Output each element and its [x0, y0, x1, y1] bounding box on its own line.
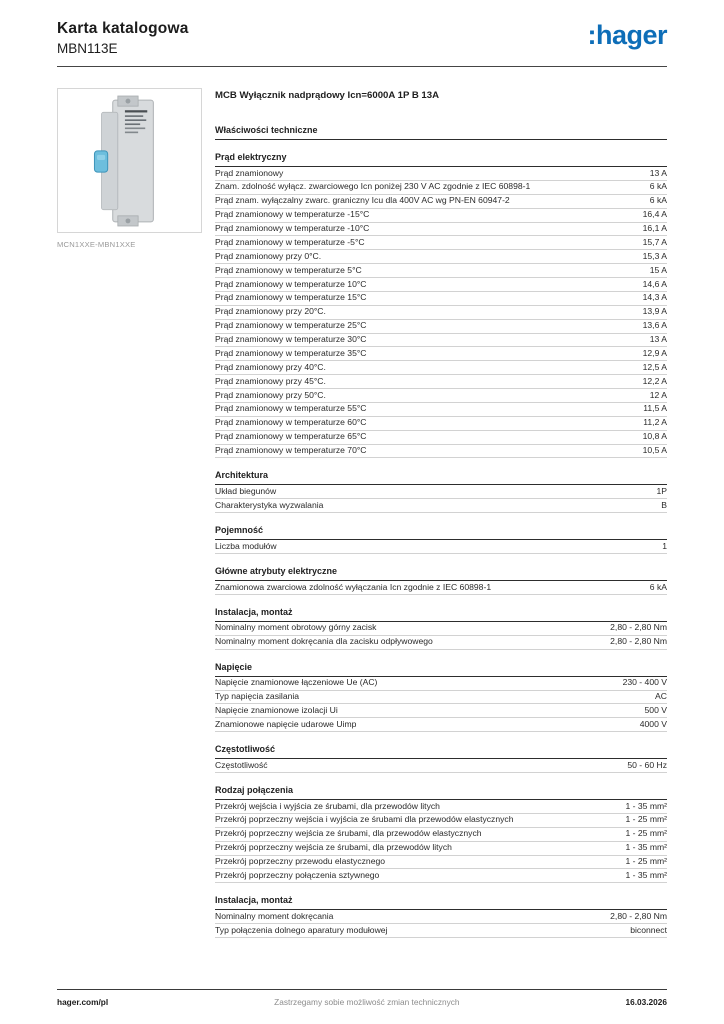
section-title: Instalacja, montaż	[215, 895, 667, 910]
spec-label: Prąd znamionowy w temperaturze -5°C	[215, 236, 365, 247]
product-image-caption: MCN1XXE-MBN1XXE	[57, 240, 136, 249]
spec-label: Prąd znam. wyłączalny zwarc. graniczny Icu dla 400V AC wg PN-EN 60947-2	[215, 195, 510, 206]
spec-row	[215, 292, 667, 306]
section-rows	[215, 581, 667, 595]
spec-row	[215, 814, 667, 828]
spec-row	[215, 869, 667, 883]
spec-label: Prąd znamionowy w temperaturze 25°C	[215, 320, 367, 331]
section-title: Właściwości techniczne	[215, 125, 667, 140]
section-rows	[215, 167, 667, 458]
spec-section	[215, 744, 667, 773]
spec-label: Częstotliwość	[215, 759, 268, 770]
spec-row	[215, 167, 667, 181]
spec-label: Prąd znamionowy przy 20°C.	[215, 306, 326, 317]
spec-value: 12,2 A	[642, 375, 667, 386]
spec-row	[215, 485, 667, 499]
spec-label: Przekrój poprzeczny przewodu elastycznego	[215, 856, 386, 866]
section-title: Częstotliwość	[215, 744, 667, 759]
spec-row	[215, 842, 667, 856]
spec-row	[215, 181, 667, 195]
spec-value: 2,80 - 2,80 Nm	[610, 910, 667, 921]
spec-label: Nominalny moment obrotowy górny zacisk	[215, 622, 377, 633]
footer	[57, 989, 667, 1007]
spec-row	[215, 361, 667, 375]
spec-sections	[215, 125, 667, 938]
spec-row	[215, 250, 667, 264]
section-rows	[215, 540, 667, 554]
spec-row	[215, 306, 667, 320]
spec-section	[215, 125, 667, 140]
spec-label: Typ połączenia dolnego aparatury modułowej	[215, 924, 388, 935]
spec-row	[215, 499, 667, 513]
spec-row	[215, 417, 667, 431]
spec-value: 1 - 25 mm²	[625, 828, 667, 839]
spec-label: Prąd znamionowy przy 40°C.	[215, 361, 326, 372]
product-image-box	[57, 88, 202, 233]
spec-value: 1 - 25 mm²	[625, 814, 667, 825]
spec-label: Typ napięcia zasilania	[215, 691, 300, 701]
spec-label: Prąd znamionowy w temperaturze 30°C	[215, 334, 367, 344]
spec-row	[215, 677, 667, 691]
section-rows	[215, 677, 667, 733]
main-content	[57, 88, 667, 938]
spec-value: 6 kA	[649, 195, 667, 206]
spec-row	[215, 540, 667, 554]
footer-disclaimer: Zastrzegamy sobie możliwość zmian technicznych	[274, 997, 460, 1007]
spec-label: Prąd znamionowy przy 45°C.	[215, 375, 326, 386]
section-rows	[215, 485, 667, 513]
spec-row	[215, 759, 667, 773]
spec-value: 4000 V	[639, 718, 667, 729]
spec-label: Prąd znamionowy w temperaturze 15°C	[215, 292, 367, 303]
spec-label: Prąd znamionowy w temperaturze 5°C	[215, 264, 362, 275]
spec-value: 1 - 25 mm²	[625, 856, 667, 866]
spec-value: 230 - 400 V	[622, 677, 667, 688]
spec-value: 12 A	[649, 389, 667, 400]
spec-label: Prąd znamionowy przy 50°C.	[215, 389, 326, 400]
spec-row	[215, 704, 667, 718]
spec-label: Przekrój poprzeczny wejścia ze śrubami, dla przewodów litych	[215, 842, 452, 853]
spec-value: 15,3 A	[642, 250, 667, 261]
spec-row	[215, 828, 667, 842]
spec-label: Przekrój poprzeczny wejścia i wyjścia ze śrubami dla przewodów elastycznych	[215, 814, 514, 825]
spec-row	[215, 195, 667, 209]
spec-value: 10,5 A	[642, 445, 667, 455]
spec-label: Przekrój poprzeczny wejścia ze śrubami, dla przewodów elastycznych	[215, 828, 482, 839]
spec-label: Znamionowe napięcie udarowe Uimp	[215, 718, 357, 729]
spec-label: Prąd znamionowy w temperaturze 70°C	[215, 445, 367, 455]
spec-row	[215, 320, 667, 334]
section-title: Pojemność	[215, 525, 667, 540]
spec-label: Prąd znamionowy w temperaturze 55°C	[215, 403, 367, 414]
spec-section	[215, 607, 667, 650]
spec-value: 13,6 A	[642, 320, 667, 331]
spec-label: Charakterystyka wyzwalania	[215, 499, 324, 510]
spec-value: 11,2 A	[643, 417, 667, 428]
header	[57, 20, 667, 56]
spec-value: 12,5 A	[642, 361, 667, 372]
spec-row	[215, 445, 667, 459]
spec-row	[215, 800, 667, 814]
spec-value: 11,5 A	[643, 403, 667, 414]
footer-date: 16.03.2026	[625, 997, 667, 1007]
doc-title: Karta katalogowa	[57, 20, 189, 37]
spec-section	[215, 470, 667, 513]
spec-label: Liczba modułów	[215, 540, 277, 551]
spec-row	[215, 403, 667, 417]
spec-value: 1	[662, 540, 667, 551]
spec-row	[215, 389, 667, 403]
spec-section	[215, 662, 667, 733]
spec-row	[215, 223, 667, 237]
spec-value: 1 - 35 mm²	[625, 869, 667, 880]
spec-row	[215, 209, 667, 223]
spec-section	[215, 152, 667, 458]
spec-value: 12,9 A	[642, 347, 667, 358]
spec-row	[215, 581, 667, 595]
footer-website-link[interactable]: hager.com/pl	[57, 997, 109, 1007]
spec-row	[215, 924, 667, 938]
spec-label: Przekrój poprzeczny połączenia sztywnego	[215, 869, 380, 880]
spec-value: 2,80 - 2,80 Nm	[610, 622, 667, 633]
spec-value: 1P	[656, 485, 667, 496]
spec-label: Znamionowa zwarciowa zdolność wyłączania Icn zgodnie z IEC 60898-1	[215, 581, 492, 592]
spec-value: 1 - 35 mm²	[625, 842, 667, 853]
section-rows	[215, 622, 667, 650]
spec-row	[215, 691, 667, 705]
spec-label: Prąd znamionowy w temperaturze -15°C	[215, 209, 370, 220]
header-titles	[57, 20, 189, 56]
spec-label: Prąd znamionowy w temperaturze 65°C	[215, 431, 367, 442]
spec-value: B	[661, 499, 667, 510]
section-rows	[215, 910, 667, 938]
spec-value: 14,3 A	[642, 292, 667, 303]
spec-label: Układ biegunów	[215, 485, 277, 496]
section-title: Napięcie	[215, 662, 667, 677]
spec-row	[215, 264, 667, 278]
spec-label: Znam. zdolność wyłącz. zwarciowego Icn poniżej 230 V AC zgodnie z IEC 60898-1	[215, 181, 531, 192]
spec-label: Prąd znamionowy w temperaturze -10°C	[215, 223, 370, 233]
spec-value: AC	[655, 691, 667, 701]
spec-section	[215, 525, 667, 554]
spec-value: biconnect	[630, 924, 667, 935]
spec-column	[215, 88, 667, 938]
spec-row	[215, 856, 667, 870]
spec-value: 1 - 35 mm²	[625, 800, 667, 811]
spec-row	[215, 431, 667, 445]
spec-label: Napięcie znamionowe łączeniowe Ue (AC)	[215, 677, 378, 688]
mcb-product-image	[84, 95, 176, 227]
spec-value: 15,7 A	[642, 236, 667, 247]
section-title: Instalacja, montaż	[215, 607, 667, 622]
spec-row	[215, 636, 667, 650]
spec-row	[215, 236, 667, 250]
spec-row	[215, 910, 667, 924]
spec-label: Prąd znamionowy	[215, 167, 284, 178]
spec-value: 500 V	[644, 704, 667, 715]
section-rows	[215, 759, 667, 773]
spec-value: 50 - 60 Hz	[627, 759, 667, 770]
spec-label: Prąd znamionowy w temperaturze 60°C	[215, 417, 367, 428]
spec-row	[215, 622, 667, 636]
spec-label: Nominalny moment dokręcania dla zacisku odpływowego	[215, 636, 433, 647]
product-image-column	[57, 88, 202, 938]
spec-value: 15 A	[649, 264, 667, 275]
product-title: MCB Wyłącznik nadprądowy Icn=6000A 1P B 13A	[215, 90, 440, 101]
spec-label: Nominalny moment dokręcania	[215, 910, 334, 921]
spec-value: 13 A	[649, 167, 667, 178]
hager-logo: :hager	[587, 20, 667, 50]
spec-label: Prąd znamionowy w temperaturze 10°C	[215, 278, 367, 289]
spec-row	[215, 347, 667, 361]
spec-label: Napięcie znamionowe izolacji Ui	[215, 704, 338, 715]
spec-label: Przekrój wejścia i wyjścia ze śrubami, dla przewodów litych	[215, 800, 440, 811]
spec-section	[215, 895, 667, 938]
section-title: Rodzaj połączenia	[215, 785, 667, 800]
product-code: MBN113E	[57, 41, 118, 56]
spec-row	[215, 375, 667, 389]
spec-value: 10,8 A	[642, 431, 667, 442]
spec-value: 13,9 A	[642, 306, 667, 317]
spec-row	[215, 278, 667, 292]
spec-value: 6 kA	[649, 581, 667, 592]
spec-label: Prąd znamionowy w temperaturze 35°C	[215, 347, 367, 358]
spec-section	[215, 785, 667, 883]
spec-value: 16,1 A	[642, 223, 667, 233]
spec-value: 16,4 A	[642, 209, 667, 220]
spec-row	[215, 334, 667, 348]
header-divider	[57, 66, 667, 67]
section-rows	[215, 800, 667, 883]
spec-value: 14,6 A	[642, 278, 667, 289]
section-title: Architektura	[215, 470, 667, 485]
spec-section	[215, 566, 667, 595]
section-title: Główne atrybuty elektryczne	[215, 566, 667, 581]
spec-row	[215, 718, 667, 732]
spec-value: 2,80 - 2,80 Nm	[610, 636, 667, 647]
spec-value: 6 kA	[649, 181, 667, 192]
section-title: Prąd elektryczny	[215, 152, 667, 167]
spec-label: Prąd znamionowy przy 0°C.	[215, 250, 322, 261]
spec-value: 13 A	[649, 334, 667, 344]
